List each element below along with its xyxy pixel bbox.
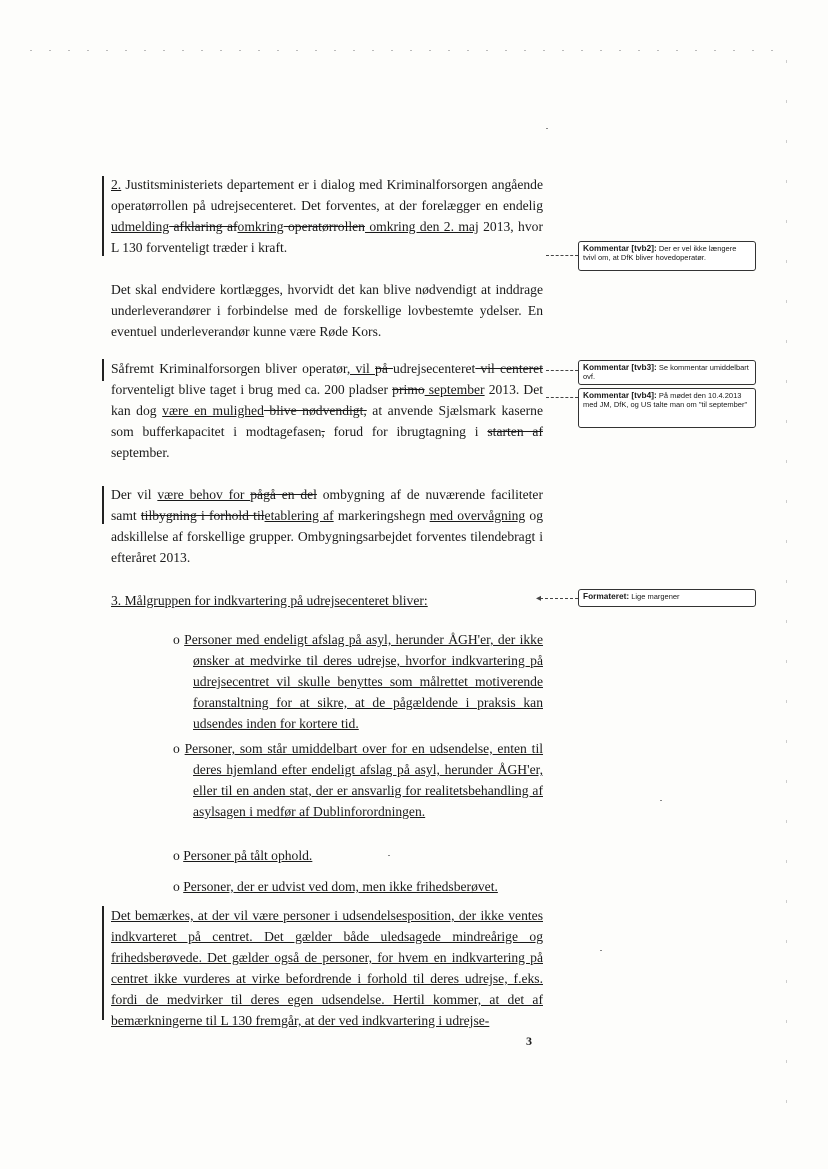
bullet-marker: o [173,879,184,894]
comment-tvb2[interactable]: Kommentar [tvb2]: Der er vel ikke længere tvivl om, at DfK bliver hovedoperatør. [578,241,756,271]
bullet-marker: o [173,741,185,756]
bullet-udvist: o Personer, der er udvist ved dom, men ikke frihedsberøvet. [173,879,498,894]
paragraph-2-operator: 2. Justitsministeriets departement er i dialog med Kriminalforsorgen angående operatørrollen på udrejsecenteret. Det forventes, at der forelægger en endelig udmelding afklaring afomkring operatørrollen omkring den 2. maj 2013, hvor L 130 forventeligt træder i kraft. [111,177,543,255]
bullet-marker: o [173,848,184,863]
bullet-marker: o [173,632,185,647]
scan-speck [388,855,390,856]
comment-leader [546,397,578,398]
change-bar [102,486,104,524]
change-bar [102,359,104,381]
comment-tvb3[interactable]: Kommentar [tvb3]: Se kommentar umiddelbart ovf. [578,360,756,385]
paragraph-saafremt: Såfremt Kriminalforsorgen bliver operatør, vil på udrejsecenteret vil centeret forventeligt blive taget i brug med ca. 200 pladser primo september 2013. Det kan dog være en mulighed blive nødvendigt, at anvende Sjælsmark kaserne som bufferkapacitet i modtagefasen, forud for ibrugtagning i starten af september. [111,361,544,460]
change-bar [102,906,104,1020]
section-3-heading: 3. Målgruppen for indkvartering på udrejsecenteret bliver: [111,593,428,608]
comment-leader [540,598,578,599]
paragraph-ombygning: Der vil være behov for pågå en del ombygning af de nuværende faciliteter samt tilbygning i forhold tiletablering af markeringshegn med overvågning og adskillelse af forskellige grupper. Ombygningsarbejdet forventes tilendebragt i efteråret 2013. [111,487,544,565]
scan-edge-line [786,60,787,1140]
paragraph-underleverandoerer: Det skal endvidere kortlægges, hvorvidt det kan blive nødvendigt at inddrage underleverandører i forbindelse med de forskellige lovbestemte ydelser. En eventuel underleverandør kunne være Røde Kors. [111,282,543,339]
arrow-left-icon: ◂ [536,593,542,604]
scan-speck [600,950,602,951]
bullet-udsendelse: o Personer, som står umiddelbart over for en udsendelse, enten til deres hjemland efter endeligt afslag på asyl, herunder ÅGH'er, eller til en anden stat, der er ansvarlig for realitetsbehandling af asylsagen i medfør af Dublinforordningen. [173,741,544,819]
page-number: 3 [526,1034,532,1048]
comment-tvb4[interactable]: Kommentar [tvb4]: På mødet den 10.4.2013 med JM, DfK, og US talte man om "til september" [578,388,756,428]
scan-speck [660,800,662,801]
bullet-taalt-ophold: o Personer på tålt ophold. [173,848,313,863]
change-bar [102,176,104,256]
format-balloon[interactable]: Formateret: Lige margener [578,589,756,607]
comment-leader [546,255,578,256]
paragraph-bemaerkes: Det bemærkes, at der vil være personer i udsendelsesposition, der ikke ventes indkvarteret på centret. Det gælder både uledsagede mindreårige og frihedsberøvede. Det gælder også de personer, for hvem en indkvartering på centret ikke vurderes at virke befordrende i forhold til deres udrejse, f.eks. fordi de medvirker til deres egen udsendelse. Hertil kommer, at det af bemærkningerne til L 130 fremgår, at der ved indkvartering i udrejse- [111,908,543,1028]
comment-leader [546,370,578,371]
bullet-afslag: o Personer med endeligt afslag på asyl, herunder ÅGH'er, der ikke ønsker at medvirke til deres udrejse, hvorfor indkvartering på udrejsecentret vil skulle benyttes som målrettet motiverende foranstaltning for at sikre, at de pågældende i praksis kan udsendes inden for kortere tid. [173,632,544,731]
scan-speck [546,128,548,129]
scan-speckle-line [30,50,790,51]
